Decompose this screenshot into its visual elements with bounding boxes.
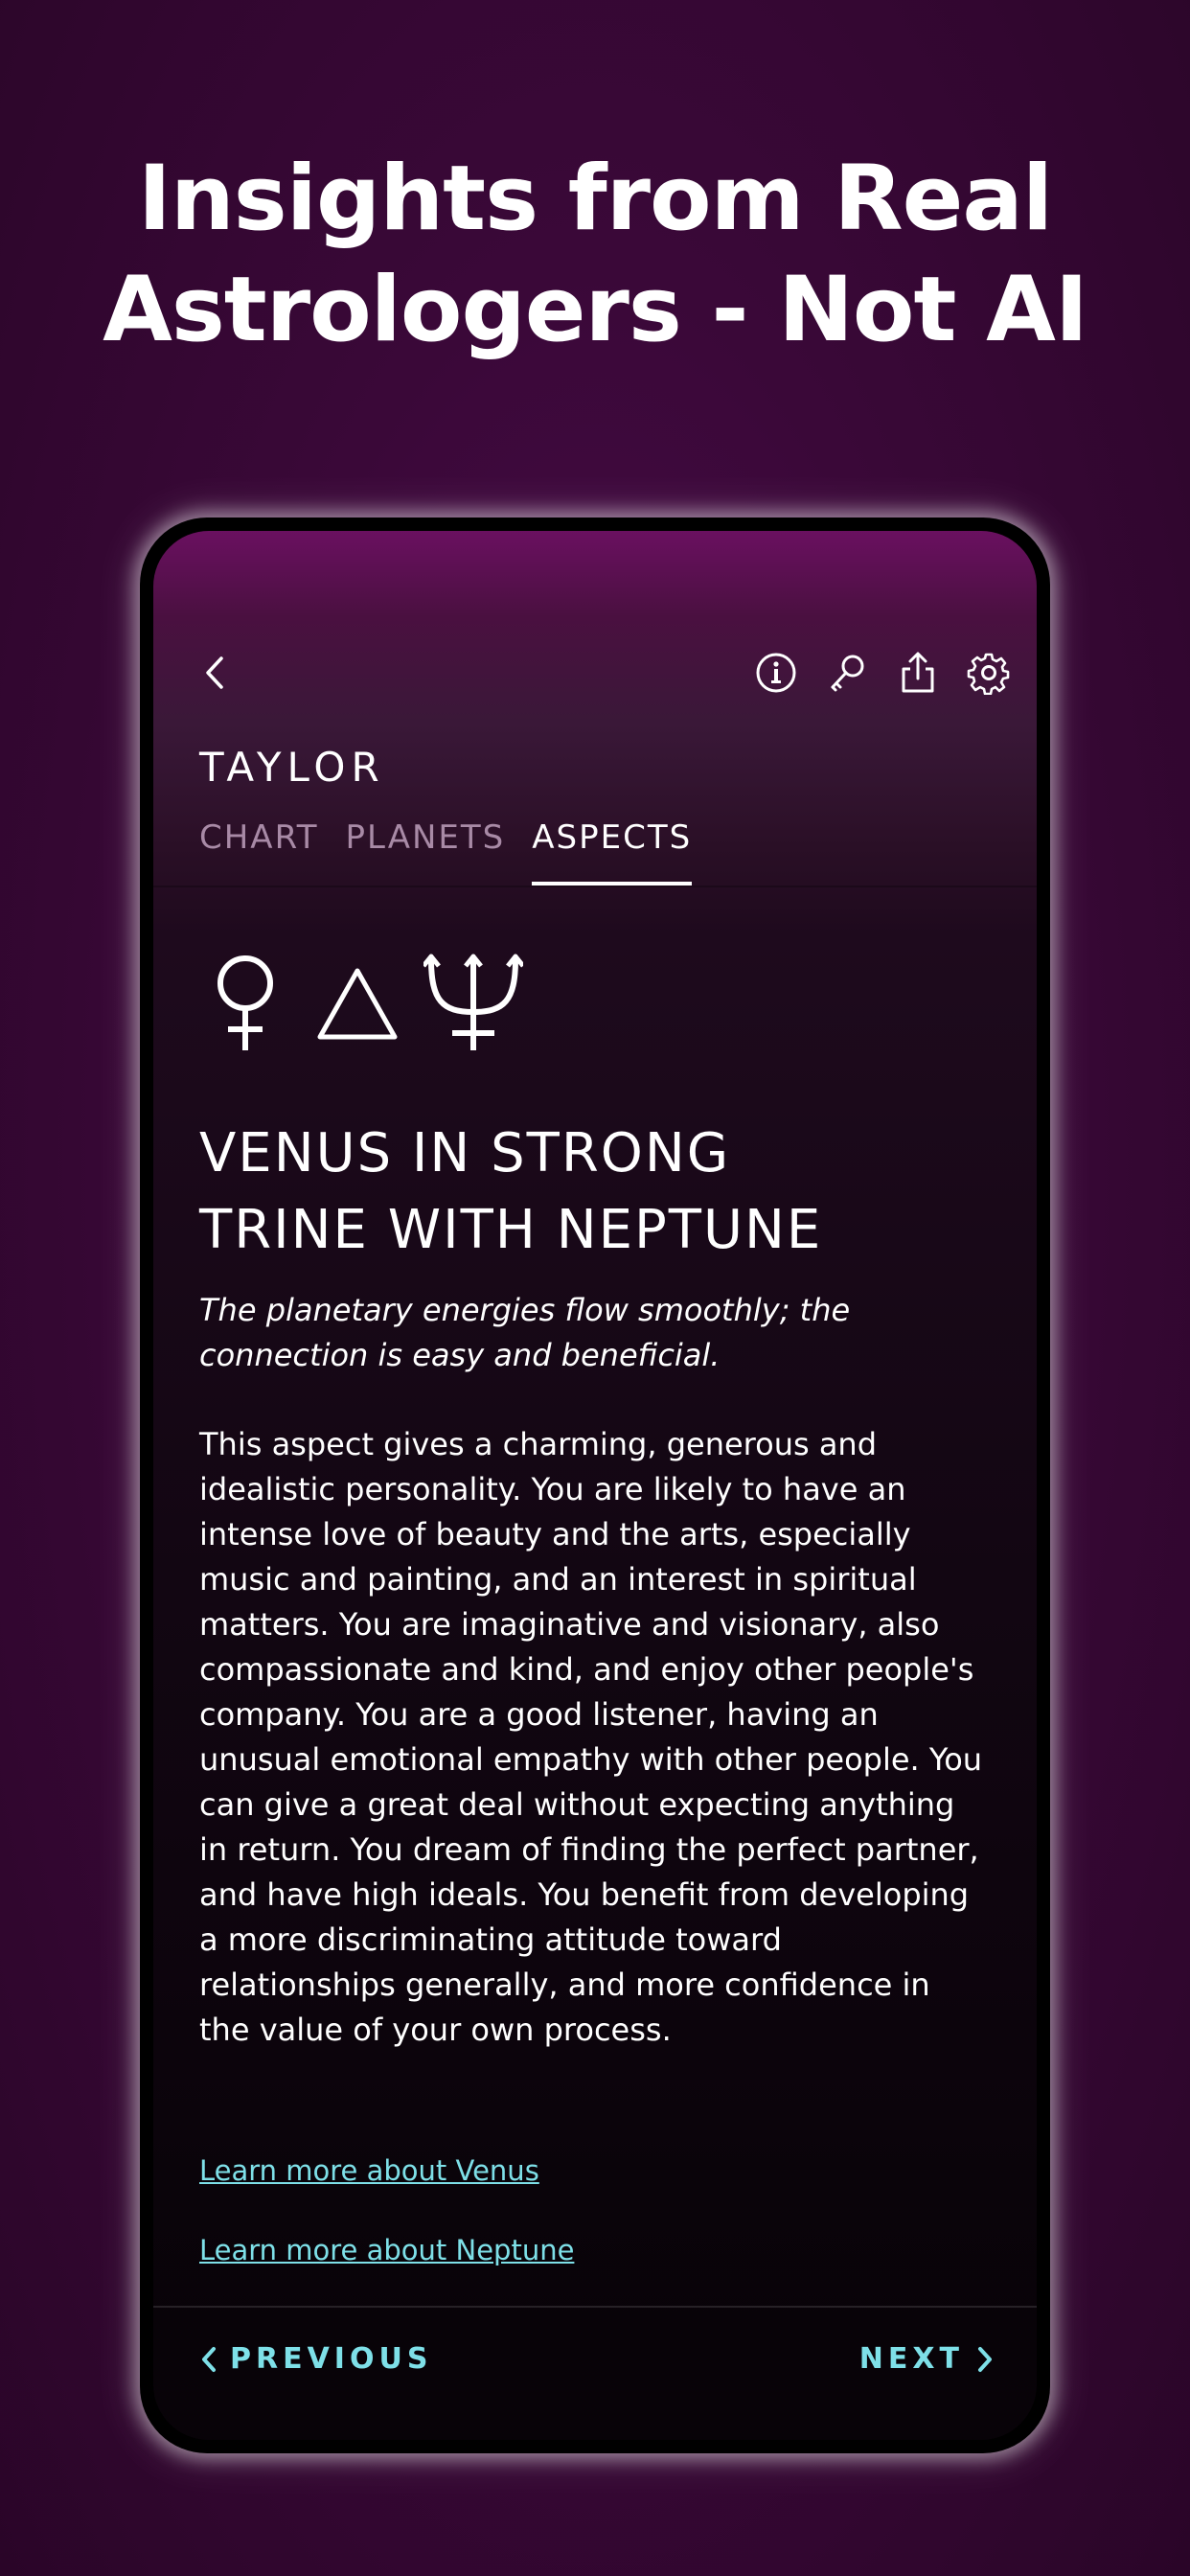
trine-glyph (314, 966, 400, 1043)
top-toolbar (153, 646, 1037, 723)
tab-aspects[interactable]: ASPECTS (532, 818, 692, 886)
marketing-headline (0, 144, 1190, 366)
chevron-right-icon (973, 2345, 995, 2374)
venus-glyph (207, 953, 284, 1052)
back-icon (195, 651, 239, 695)
settings-button[interactable] (962, 646, 1016, 700)
next-button[interactable] (859, 2342, 995, 2376)
aspect-title-line-2: TRINE WITH NEPTUNE (199, 1199, 823, 1261)
gear-icon (967, 651, 1011, 695)
headline-line-1: Insights from Real (137, 147, 1053, 251)
tab-planets[interactable]: PLANETS (345, 818, 506, 857)
share-button[interactable] (891, 646, 945, 700)
aspect-description: This aspect gives a charming, generous and idealistic personality. You are likely to have an intense love of beauty and the arts, especially music and painting, and an interest in spiritual matters. You are imaginative and visionary, also compassionate and kind, and enjoy other people's company. You are a good listener, having an unusual emotional empathy with other people. You can give a great deal without expecting anything in return. You dream of finding the perfect partner, and have high ideals. You benefit from developing a more discriminating attitude toward relationships generally, and more confidence in the value of your own process. (199, 1426, 983, 2048)
info-icon (754, 651, 798, 695)
phone-frame (140, 518, 1050, 2453)
tab-chart[interactable]: CHART (199, 818, 319, 857)
learn-more-neptune-link[interactable]: Learn more about Neptune (199, 2234, 575, 2266)
profile-name: TAYLOR (199, 744, 385, 791)
key-button[interactable] (820, 646, 874, 700)
headline-line-2: Astrologers - Not AI (103, 258, 1087, 362)
learn-more-venus-link[interactable]: Learn more about Venus (199, 2154, 539, 2187)
chevron-left-icon (199, 2345, 220, 2374)
next-label: NEXT (858, 2342, 964, 2376)
key-icon (825, 651, 869, 695)
back-button[interactable] (190, 646, 243, 700)
neptune-glyph (423, 953, 523, 1052)
footer-divider (153, 2306, 1037, 2308)
info-button[interactable] (749, 646, 803, 700)
tab-bar (199, 818, 692, 886)
aspect-subtitle: The planetary energies flow smoothly; the connection is easy and beneficial. (199, 1292, 851, 1373)
previous-button[interactable] (199, 2342, 432, 2376)
previous-label: PREVIOUS (230, 2342, 433, 2376)
aspect-title-line-1: VENUS IN STRONG (199, 1122, 731, 1184)
app-screen (153, 531, 1037, 2440)
aspect-title (199, 1116, 985, 1269)
tab-divider (153, 886, 1037, 887)
share-icon (896, 651, 940, 695)
